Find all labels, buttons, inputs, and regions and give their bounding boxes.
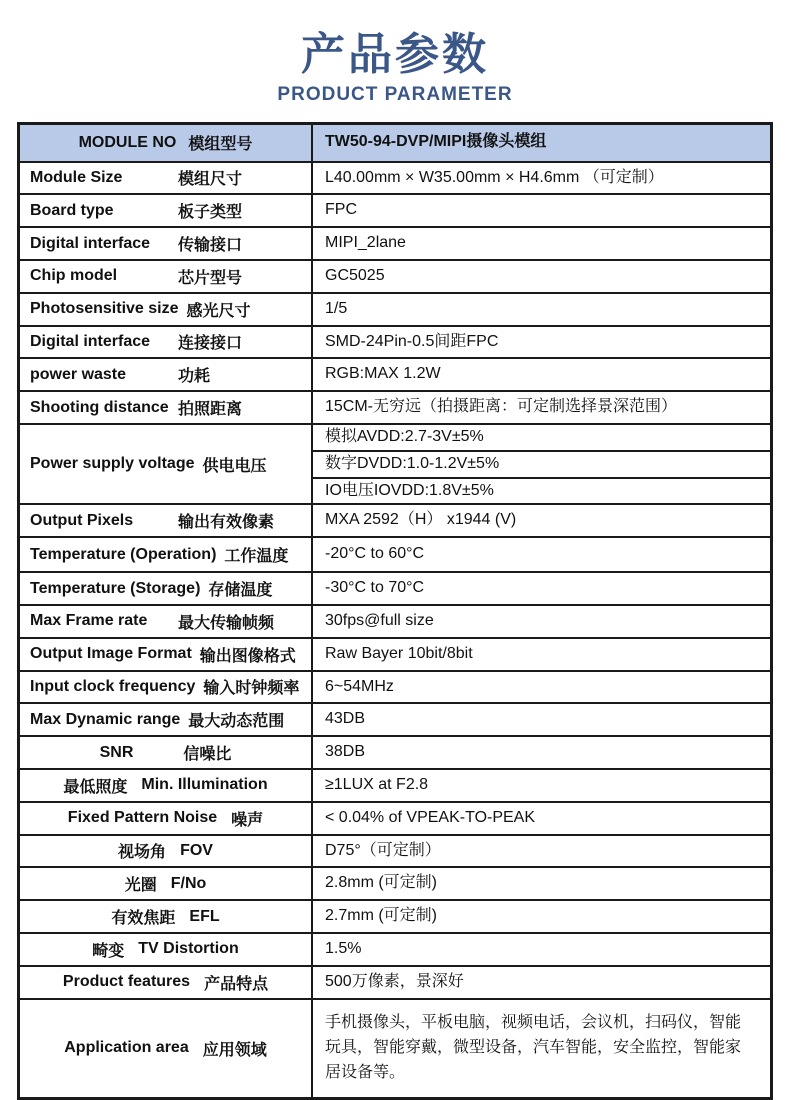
- header-module-value-cell: [313, 125, 770, 161]
- table-row: [20, 868, 770, 901]
- row-label-zh: 有效焦距: [111, 910, 176, 928]
- row-value: RGB:MAX 1.2W: [325, 365, 441, 383]
- row-label-en: Application area: [64, 1039, 189, 1057]
- row-label-en: power waste: [30, 365, 127, 383]
- row-label: [20, 228, 313, 259]
- row-label: [20, 1000, 313, 1097]
- row-label: [20, 573, 313, 604]
- table-row: [20, 836, 770, 869]
- table-row: [20, 261, 770, 294]
- table-row: [20, 901, 770, 934]
- row-value: 2.7mm (可定制): [325, 907, 438, 925]
- row-label-zh: 拍照距离: [178, 401, 243, 419]
- row-label: [20, 359, 313, 390]
- table-row: [20, 803, 770, 836]
- row-label-zh: 产品特点: [204, 975, 269, 993]
- table-row: [20, 359, 770, 392]
- table-row: [20, 967, 770, 1000]
- row-label-en: Output Pixels: [30, 511, 134, 529]
- page-subtitle: PRODUCT PARAMETER: [277, 83, 513, 105]
- row-label-zh: 最低照度: [63, 778, 128, 796]
- row-label-en: EFL: [189, 907, 220, 925]
- header-label-zh: 模组型号: [188, 136, 253, 154]
- table-row: [20, 195, 770, 228]
- row-label-en: F/No: [170, 874, 207, 892]
- row-label-zh: 输出有效像素: [178, 514, 275, 532]
- row-label: [20, 392, 313, 423]
- row-label-en: Digital interface: [30, 234, 151, 252]
- row-label: [20, 672, 313, 703]
- row-label: [20, 505, 313, 536]
- row-label-zh: 光圈: [124, 877, 157, 895]
- row-label-en: Chip model: [30, 267, 118, 285]
- table-row: [20, 737, 770, 770]
- table-row: [20, 934, 770, 967]
- row-label-en: Input clock frequency: [30, 677, 196, 695]
- row-value: ≥1LUX at F2.8: [325, 775, 429, 793]
- row-label-zh: 传输接口: [178, 237, 243, 255]
- row-label-en: TV Distortion: [138, 940, 239, 958]
- row-label: [20, 538, 313, 571]
- row-value: 1.5%: [325, 939, 362, 957]
- row-value: 2.8mm (可定制): [325, 874, 438, 892]
- row-value: [313, 425, 770, 503]
- row-value: 1/5: [325, 299, 348, 317]
- row-label: [20, 836, 313, 867]
- row-value: MIPI_2lane: [325, 234, 406, 252]
- row-label-zh: 板子类型: [178, 204, 243, 222]
- row-label-en: Product features: [62, 973, 191, 991]
- row-label-zh: 连接接口: [178, 335, 243, 353]
- row-value: 15CM-无穷远（拍摄距离：可定制选择景深范围）: [325, 398, 678, 416]
- row-label: [20, 803, 313, 834]
- row-label-zh: 芯片型号: [178, 269, 243, 287]
- table-row: [20, 672, 770, 705]
- row-label-en: SNR: [99, 743, 134, 761]
- row-subvalue: 数字DVDD:1.0-1.2V±5%: [313, 452, 770, 479]
- page-title: 产品参数: [301, 30, 489, 79]
- row-label-zh: 最大动态范围: [188, 713, 285, 731]
- row-label: [20, 737, 313, 768]
- row-value: D75°（可定制）: [325, 841, 441, 859]
- row-value: 30fps@full size: [325, 611, 434, 629]
- table-row: [20, 392, 770, 425]
- row-label-zh: 输出图像格式: [199, 647, 296, 665]
- table-header-row: [20, 125, 770, 163]
- parameter-table: [17, 122, 773, 1100]
- title-block: [0, 0, 790, 106]
- row-label-zh: 应用领域: [202, 1041, 267, 1059]
- row-label-en: Temperature (Operation): [30, 545, 217, 563]
- row-label: [20, 967, 313, 998]
- row-value: 43DB: [325, 710, 366, 728]
- header-model-name: TW50-94-DVP/MIPI摄像头模组: [325, 133, 547, 151]
- row-value: 手机摄像头，平板电脑，视频电话，会议机，扫码仪，智能玩具，智能穿戴，微型设备，汽车智能，安全监控，智能家居设备等。: [325, 1014, 742, 1081]
- row-label-zh: 最大传输帧频: [178, 614, 275, 632]
- row-label-en: Digital interface: [30, 332, 151, 350]
- row-value: -30°C to 70°C: [325, 579, 425, 597]
- row-label-zh: 信噪比: [183, 746, 232, 764]
- row-label-en: FOV: [180, 841, 213, 859]
- header-module-no-cell: [20, 125, 313, 161]
- row-value: 500万像素，景深好: [325, 972, 464, 990]
- row-label: [20, 704, 313, 735]
- row-label-zh: 工作温度: [224, 548, 289, 566]
- row-value: < 0.04% of VPEAK-TO-PEAK: [325, 808, 536, 826]
- table-row: [20, 163, 770, 196]
- row-label-zh: 感光尺寸: [186, 302, 251, 320]
- row-value: Raw Bayer 10bit/8bit: [325, 644, 473, 662]
- row-label: [20, 901, 313, 932]
- row-label-en: Max Dynamic range: [30, 710, 181, 728]
- table-row: [20, 573, 770, 606]
- row-label-zh: 噪声: [231, 811, 264, 829]
- row-label-en: Module Size: [30, 168, 123, 186]
- table-row: [20, 228, 770, 261]
- row-label-en: Fixed Pattern Noise: [67, 809, 218, 827]
- row-label: [20, 163, 313, 194]
- row-label: [20, 868, 313, 899]
- table-row: [20, 639, 770, 672]
- row-label-zh: 畸变: [92, 942, 125, 960]
- row-label: [20, 639, 313, 670]
- row-value: MXA 2592（H） x1944 (V): [325, 511, 517, 529]
- table-row: [20, 704, 770, 737]
- row-value: SMD-24Pin-0.5间距FPC: [325, 332, 499, 350]
- row-label-en: Output Image Format: [30, 645, 192, 663]
- row-value: L40.00mm × W35.00mm × H4.6mm （可定制）: [325, 168, 664, 186]
- row-label-zh: 视场角: [118, 844, 167, 862]
- row-label: [20, 934, 313, 965]
- row-value: 6~54MHz: [325, 677, 394, 695]
- row-value: -20°C to 60°C: [325, 545, 425, 563]
- row-value: 38DB: [325, 743, 366, 761]
- row-label-zh: 供电电压: [202, 457, 267, 475]
- table-row: [20, 1000, 770, 1097]
- table-row: [20, 606, 770, 639]
- row-label: [20, 606, 313, 637]
- row-label: [20, 294, 313, 325]
- table-row: [20, 294, 770, 327]
- row-label: [20, 425, 313, 503]
- table-row: [20, 538, 770, 573]
- row-label-en: Shooting distance: [30, 398, 169, 416]
- table-row: [20, 425, 770, 505]
- row-label: [20, 261, 313, 292]
- header-label-en: MODULE NO: [78, 133, 177, 151]
- row-label: [20, 327, 313, 358]
- row-label-zh: 功耗: [178, 368, 211, 386]
- row-label-en: Photosensitive size: [30, 300, 179, 318]
- table-row: [20, 327, 770, 360]
- row-label-en: Board type: [30, 201, 114, 219]
- row-label-zh: 存储温度: [208, 582, 273, 600]
- row-value: GC5025: [325, 266, 385, 284]
- row-label-en: Max Frame rate: [30, 612, 148, 630]
- row-label-en: Temperature (Storage): [30, 579, 201, 597]
- row-subvalue: 模拟AVDD:2.7-3V±5%: [313, 425, 770, 452]
- row-value: FPC: [325, 201, 357, 219]
- row-subvalue: IO电压IOVDD:1.8V±5%: [325, 481, 494, 499]
- row-label: [20, 770, 313, 801]
- row-label-en: Power supply voltage: [30, 455, 195, 473]
- table-row: [20, 770, 770, 803]
- row-label: [20, 195, 313, 226]
- table-row: [20, 505, 770, 538]
- row-label-zh: 模组尺寸: [178, 171, 243, 189]
- row-label-en: Min. Illumination: [141, 776, 268, 794]
- row-label-zh: 输入时钟频率: [203, 680, 300, 698]
